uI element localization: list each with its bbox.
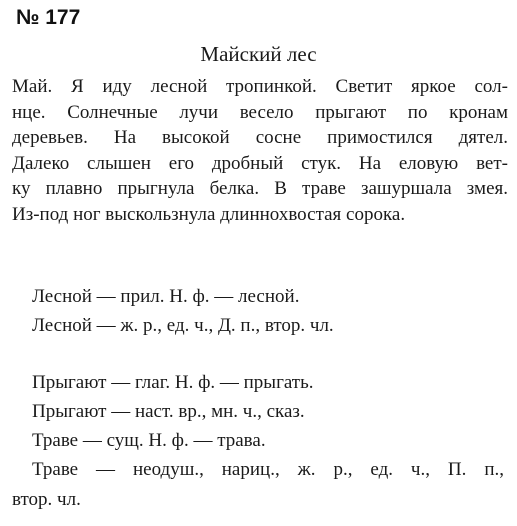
analysis-line: Траве — неодуш., нариц., ж. р., ед. ч., П. п.,	[32, 459, 504, 480]
analysis-line: Прыгают — глаг. Н. ф. — прыгать.	[32, 372, 314, 393]
analysis-line: Траве — сущ. Н. ф. — трава.	[32, 430, 266, 451]
text-paragraph	[12, 74, 508, 227]
text-title: Майский лес	[200, 42, 317, 66]
text-line: Далеко слышен его дробный стук. На еловую вет-	[12, 152, 508, 174]
analysis-line: Лесной — ж. р., ед. ч., Д. п., втор. чл.	[32, 315, 334, 336]
text-line: деревьев. На высокой сосне примостился дятел.	[12, 127, 508, 148]
analysis-line: втор. чл.	[12, 489, 81, 510]
text-line: Из-под ног выскользнула длиннохвостая сорока.	[12, 203, 406, 225]
text-line: Май. Я иду лесной тропинкой. Светит яркое сол-	[12, 76, 508, 97]
analysis-line: Лесной — прил. Н. ф. — лесной.	[32, 286, 300, 307]
analysis-line: Прыгают — наст. вр., мн. ч., сказ.	[32, 401, 305, 422]
text-line: ку плавно прыгнула белка. В траве зашуршала змея.	[12, 178, 508, 199]
text-line: нце. Солнечные лучи весело прыгают по кронам	[12, 101, 508, 123]
exercise-number: № 177	[16, 6, 81, 29]
